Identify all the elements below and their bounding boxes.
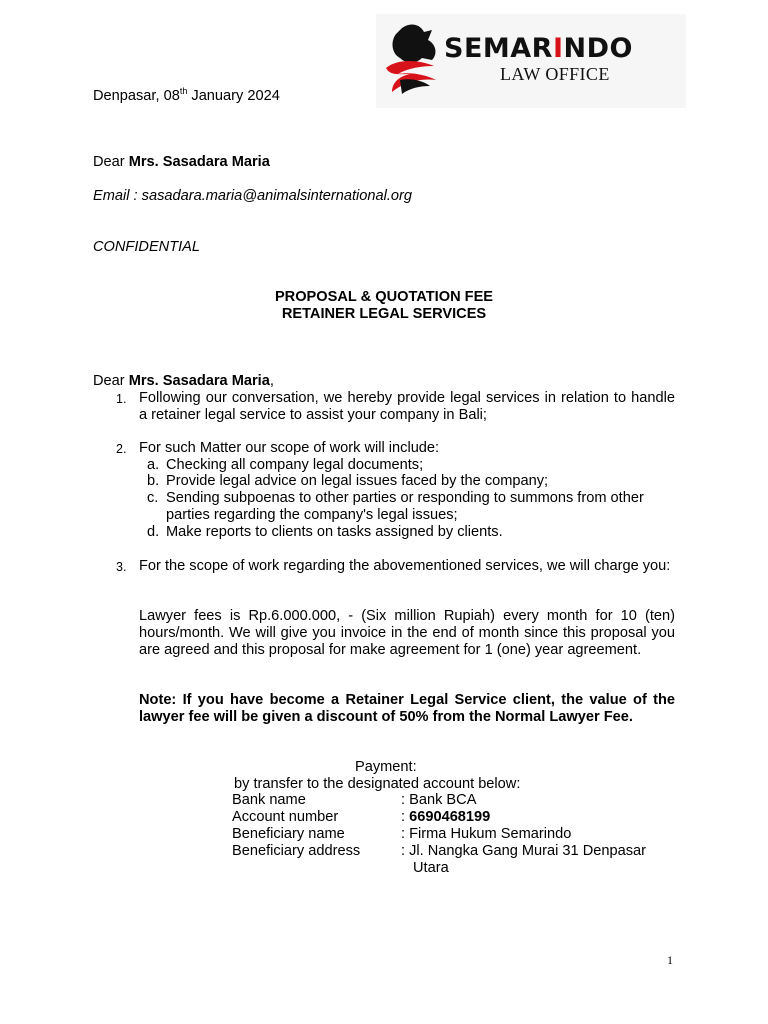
page-number: 1 [667,953,673,967]
document-title [93,289,675,323]
salutation-body: Dear Mrs. Sasadara Maria, [93,373,274,389]
list-item-label: a. [147,457,160,473]
payment-value: : Jl. Nangka Gang Murai 31 Denpasar Utara [401,843,646,876]
payment-label: Beneficiary address [232,843,361,859]
payment-value: : Bank BCA [401,792,477,808]
letter-date: Denpasar, 08th January 2024 [93,86,280,104]
payment-heading: Payment: [355,759,417,775]
firm-name: SEMARINDO [444,33,633,64]
email-line: Email : sasadara.maria@animalsinternational.org [93,188,412,204]
item-text: For the scope of work regarding the abovementioned services, we will charge you: [139,558,671,574]
payment-value: : 6690468199 [401,809,491,825]
fee-paragraph: Lawyer fees is Rp.6.000.000, - (Six million Rupiah) every month for 10 (ten) hours/month. We will give you invoice in the end of month since this proposal you are agreed and this proposal for make agreement for 1 (one) year agreement. [139,608,675,658]
letterhead [376,14,686,108]
discount-note: Note: If you have become a Retainer Legal Service client, the value of the lawyer fee will be given a discount of 50% from the Normal Lawyer Fee. [139,692,675,725]
list-item-label: d. [147,524,160,540]
list-item: Make reports to clients on tasks assigned by clients. [166,524,503,540]
payment-label: Bank name [232,792,306,808]
firm-subtitle: LAW OFFICE [500,64,610,84]
lion-emblem-icon [380,20,450,100]
payment-label: Beneficiary name [232,826,345,842]
title-line-1: PROPOSAL & QUOTATION FEE [274,289,494,305]
list-item: Sending subpoenas to other parties or responding to summons from other parties regarding the company's legal issues; [166,490,644,523]
item-number: 2. [116,442,127,456]
item-text: Following our conversation, we hereby provide legal services in relation to handle a retainer legal service to assist your company in Bali; [139,390,675,423]
title-line-2: RETAINER LEGAL SERVICES [281,306,487,322]
confidential-label: CONFIDENTIAL [93,239,201,255]
payment-intro: by transfer to the designated account below: [234,776,521,792]
payment-label: Account number [232,809,339,825]
item-text: For such Matter our scope of work will include: [139,440,440,456]
item-number: 3. [116,560,127,574]
salutation-top: Dear Mrs. Sasadara Maria [93,154,270,170]
list-item-label: c. [147,490,159,506]
list-item-label: b. [147,473,160,489]
list-item: Provide legal advice on legal issues faced by the company; [166,473,549,489]
list-item: Checking all company legal documents; [166,457,424,473]
payment-value: : Firma Hukum Semarindo [401,826,572,842]
item-number: 1. [116,392,127,406]
